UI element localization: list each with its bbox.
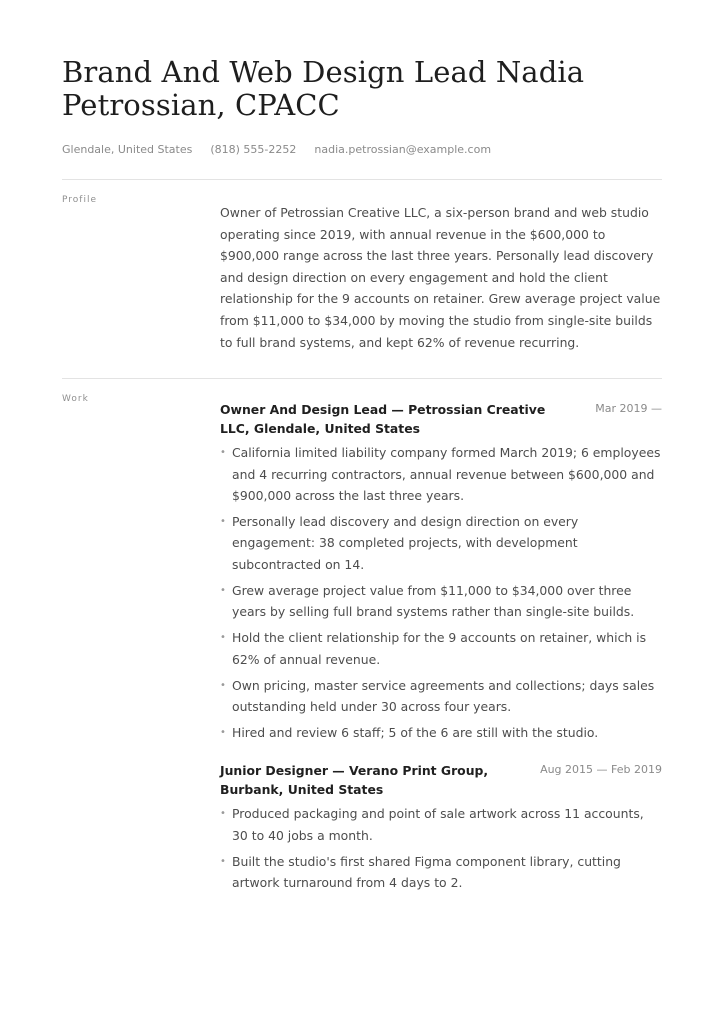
job-header bbox=[220, 761, 662, 799]
bullet-icon: • bbox=[220, 855, 226, 867]
bullet-item bbox=[220, 442, 662, 506]
bullet-item bbox=[220, 580, 662, 623]
bullet-text: Built the studio's first shared Figma component library, cutting artwork turnaround from 4 days to 2. bbox=[232, 853, 621, 891]
job-entry bbox=[220, 761, 662, 893]
job-title: Junior Designer — Verano Print Group, Burbank, United States bbox=[220, 763, 489, 798]
bullet-icon: • bbox=[220, 447, 226, 459]
job-header bbox=[220, 400, 662, 438]
profile-label: Profile bbox=[62, 195, 97, 205]
job-entry bbox=[220, 400, 662, 743]
work-section bbox=[62, 379, 662, 911]
profile-section bbox=[62, 180, 662, 378]
bullet-item bbox=[220, 627, 662, 670]
bullet-item bbox=[220, 511, 662, 575]
candidate-name: Brand And Web Design Lead Nadia Petrossian, CPACC bbox=[62, 55, 585, 122]
bullet-icon: • bbox=[220, 632, 226, 644]
bullet-icon: • bbox=[220, 515, 226, 527]
job-title: Owner And Design Lead — Petrossian Creative LLC, Glendale, United States bbox=[220, 402, 546, 437]
contact-line bbox=[62, 143, 662, 156]
profile-text: Owner of Petrossian Creative LLC, a six-person brand and web studio operating since 2019, with annual revenue in the $600,000 to $900,000 range across the last three years. Personally lead discovery and design direction on every engagement and hold the client relationship for the 9 accounts on retainer. Grew average project value from $11,000 to $34,000 by moving the studio from single-site builds to full brand systems, and kept 62% of revenue recurring. bbox=[220, 205, 661, 350]
bullet-item bbox=[220, 803, 662, 846]
bullet-icon: • bbox=[220, 679, 226, 691]
bullet-item bbox=[220, 851, 662, 894]
job-dates: Mar 2019 — bbox=[595, 402, 662, 416]
work-body bbox=[220, 379, 662, 911]
bullet-text: Own pricing, master service agreements and collections; days sales outstanding held under 30 across four years. bbox=[232, 677, 655, 714]
bullet-text: Hold the client relationship for the 9 accounts on retainer, which is 62% of annual revenue. bbox=[232, 630, 647, 667]
bullet-text: Personally lead discovery and design direction on every engagement: 38 completed projects, with development subcontracted on 14. bbox=[232, 513, 579, 572]
contact-email: nadia.petrossian@example.com bbox=[314, 143, 492, 156]
contact-location: Glendale, United States bbox=[62, 143, 193, 156]
bullet-text: Hired and review 6 staff; 5 of the 6 are still with the studio. bbox=[232, 725, 599, 740]
job-dates: Aug 2015 — Feb 2019 bbox=[540, 763, 662, 777]
bullet-icon: • bbox=[220, 808, 226, 820]
bullet-icon: • bbox=[220, 727, 226, 738]
bullet-text: Grew average project value from $11,000 to $34,000 over three years by selling full brand systems rather than single-site builds. bbox=[232, 582, 635, 620]
profile-body bbox=[220, 180, 662, 378]
bullet-item bbox=[220, 675, 662, 718]
job-bullets bbox=[220, 442, 662, 743]
work-label: Work bbox=[62, 394, 89, 405]
bullet-text: Produced packaging and point of sale artwork across 11 accounts, 30 to 40 jobs a month. bbox=[232, 806, 644, 843]
contact-phone: (818) 555-2252 bbox=[210, 143, 297, 156]
job-bullets bbox=[220, 803, 662, 893]
bullet-item bbox=[220, 722, 662, 743]
bullet-icon: • bbox=[220, 584, 226, 596]
bullet-text: California limited liability company formed March 2019; 6 employees and 4 recurring contractors, annual revenue between $600,000 and $900,000 across the last three years. bbox=[232, 445, 661, 503]
